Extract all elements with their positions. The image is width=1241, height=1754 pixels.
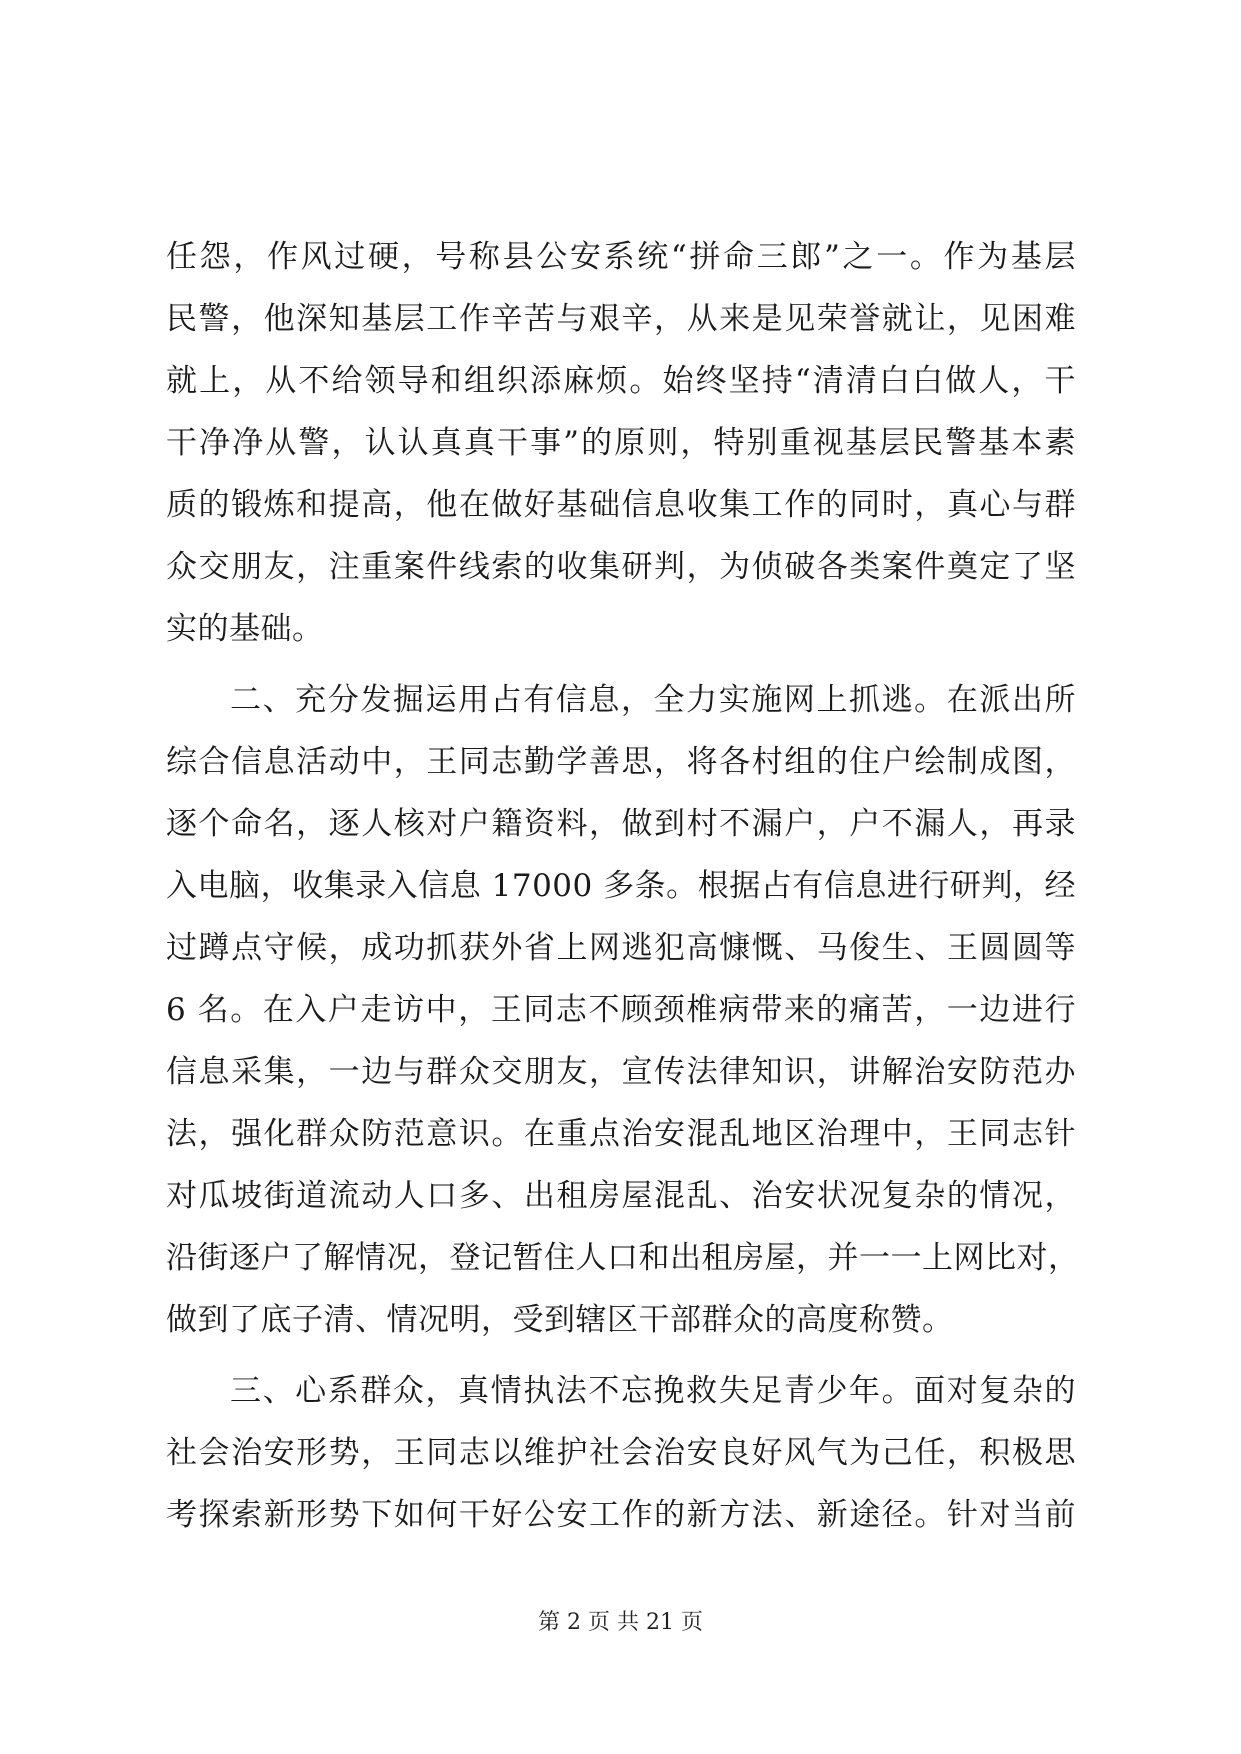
- text-line: 逐个命名，逐人核对户籍资料，做到村不漏户，户不漏人，再录: [166, 806, 1076, 842]
- text-line: 民警，他深知基层工作辛苦与艰辛，从来是见荣誉就让，见困难: [166, 301, 1076, 337]
- text-line: 考探索新形势下如何干好公安工作的新方法、新途径。针对当前: [166, 1497, 1076, 1533]
- text-line: 6 名。在入户走访中，王同志不顾颈椎病带来的痛苦，一边进行: [166, 992, 1076, 1028]
- text-line: 任怨，作风过硬，号称县公安系统“拼命三郎”之一。作为基层: [166, 239, 1076, 275]
- paragraph-gap: [166, 1351, 1076, 1360]
- text-line: 质的锻炼和提高，他在做好基础信息收集工作的同时，真心与群: [166, 487, 1076, 523]
- paragraph-3: [166, 1360, 1076, 1546]
- text-line: 综合信息活动中，王同志勤学善思，将各村组的住户绘制成图，: [166, 744, 1076, 780]
- text-line: 过蹲点守候，成功抓获外省上网逃犯高慷慨、马俊生、王圆圆等: [166, 930, 1076, 966]
- text-line: 三、心系群众，真情执法不忘挽救失足青少年。面对复杂的: [230, 1373, 1076, 1409]
- text-line: 众交朋友，注重案件线索的收集研判，为侦破各类案件奠定了坚: [166, 549, 1076, 585]
- paragraph-1: [166, 226, 1076, 660]
- page-number-footer: 第 2 页 共 21 页: [538, 1610, 703, 1635]
- paragraph-gap: [166, 660, 1076, 669]
- text-line: 入电脑，收集录入信息 17000 多条。根据占有信息进行研判，经: [166, 868, 1076, 904]
- text-line: 信息采集，一边与群众交朋友，宣传法律知识，讲解治安防范办: [166, 1054, 1076, 1090]
- text-line: 实的基础。: [166, 611, 324, 647]
- text-line: 对瓜坡街道流动人口多、出租房屋混乱、治安状况复杂的情况，: [166, 1178, 1076, 1214]
- text-line: 就上，从不给领导和组织添麻烦。始终坚持“清清白白做人，干: [166, 363, 1076, 399]
- document-body: [166, 226, 1080, 1546]
- paragraph-2: [166, 669, 1080, 1351]
- text-line: 做到了底子清、情况明，受到辖区干部群众的高度称赞。: [166, 1302, 954, 1338]
- text-line: 法，强化群众防范意识。在重点治安混乱地区治理中，王同志针: [166, 1116, 1076, 1152]
- text-line: 沿街逐户了解情况，登记暂住人口和出租房屋，并一一上网比对，: [166, 1240, 1080, 1276]
- text-line: 二、充分发掘运用占有信息，全力实施网上抓逃。在派出所: [230, 682, 1076, 718]
- text-line: 社会治安形势，王同志以维护社会治安良好风气为己任，积极思: [166, 1435, 1076, 1471]
- text-line: 干净净从警，认认真真干事”的原则，特别重视基层民警基本素: [166, 425, 1076, 461]
